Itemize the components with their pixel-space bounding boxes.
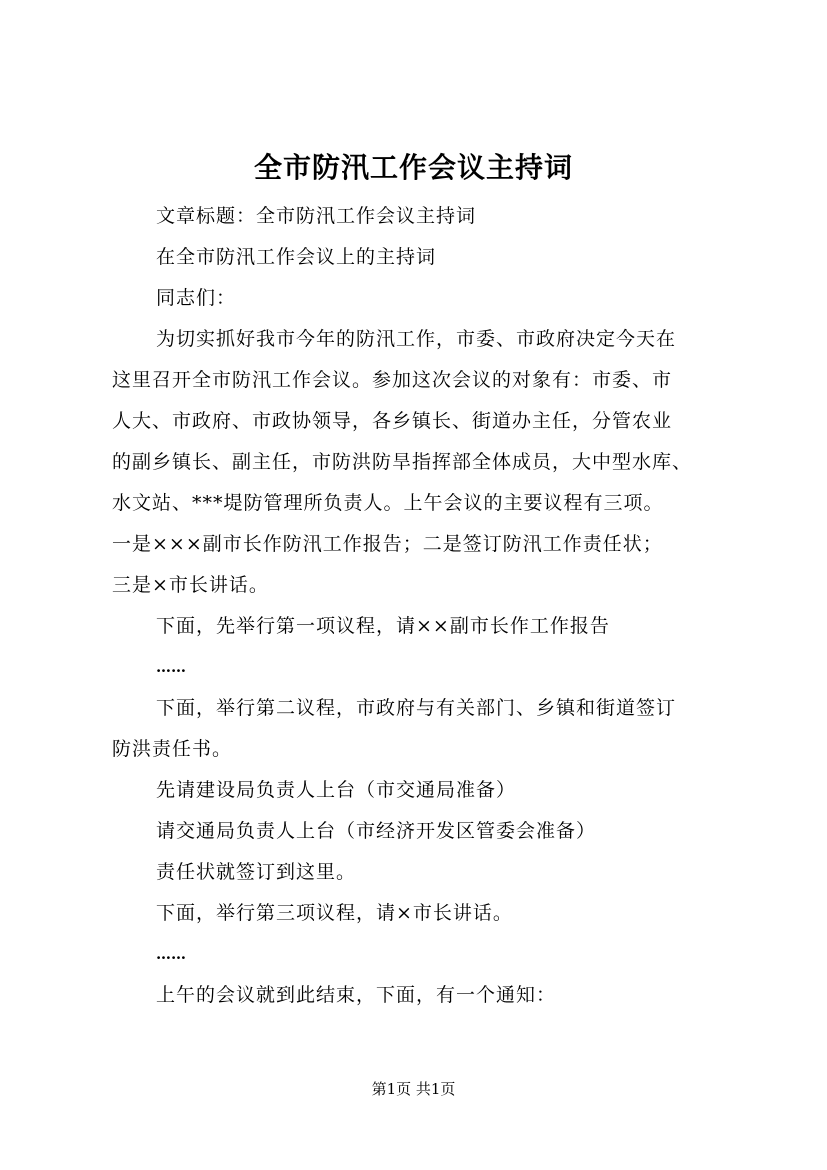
paragraph-line: 上午的会议就到此结束，下面，有一个通知： — [156, 984, 557, 1006]
paragraph-line: 为切实抓好我市今年的防汛工作，市委、市政府决定今天在 — [156, 328, 677, 350]
ellipsis-line: …… — [156, 658, 186, 676]
document-title: 全市防汛工作会议主持词 — [253, 151, 573, 184]
paragraph-line: 人大、市政府、市政协领导，各乡镇长、街道办主任，分管农业 — [112, 410, 673, 432]
paragraph-line: 先请建设局负责人上台（市交通局准备） — [156, 779, 517, 801]
salutation-line: 同志们： — [156, 287, 237, 309]
paragraph-line: 的副乡镇长、副主任，市防洪防旱指挥部全体成员，大中型水库、 — [112, 451, 693, 473]
subtitle-line: 在全市防汛工作会议上的主持词 — [156, 246, 437, 268]
paragraph-line: 这里召开全市防汛工作会议。参加这次会议的对象有：市委、市 — [112, 369, 673, 391]
page-footer: 第1页 共1页 — [371, 1080, 456, 1098]
paragraph-line: 责任状就签订到这里。 — [156, 861, 357, 883]
paragraph-line: 水文站、***堤防管理所负责人。上午会议的主要议程有三项。 — [112, 492, 664, 514]
document-body — [112, 196, 724, 1016]
paragraph-line: 三是×市长讲话。 — [112, 574, 269, 596]
paragraph-line: 防洪责任书。 — [112, 738, 233, 760]
paragraph-line: 下面，举行第三项议程，请×市长讲话。 — [156, 902, 513, 924]
paragraph-line: 请交通局负责人上台（市经济开发区管委会准备） — [156, 820, 597, 842]
ellipsis-line: …… — [156, 945, 186, 963]
article-title-line: 文章标题：全市防汛工作会议主持词 — [156, 205, 477, 227]
paragraph-line: 下面，先举行第一项议程，请××副市长作工作报告 — [156, 615, 610, 637]
paragraph-line: 一是×××副市长作防汛工作报告；二是签订防汛工作责任状； — [112, 533, 663, 555]
paragraph-line: 下面，举行第二议程，市政府与有关部门、乡镇和街道签订 — [156, 697, 677, 719]
